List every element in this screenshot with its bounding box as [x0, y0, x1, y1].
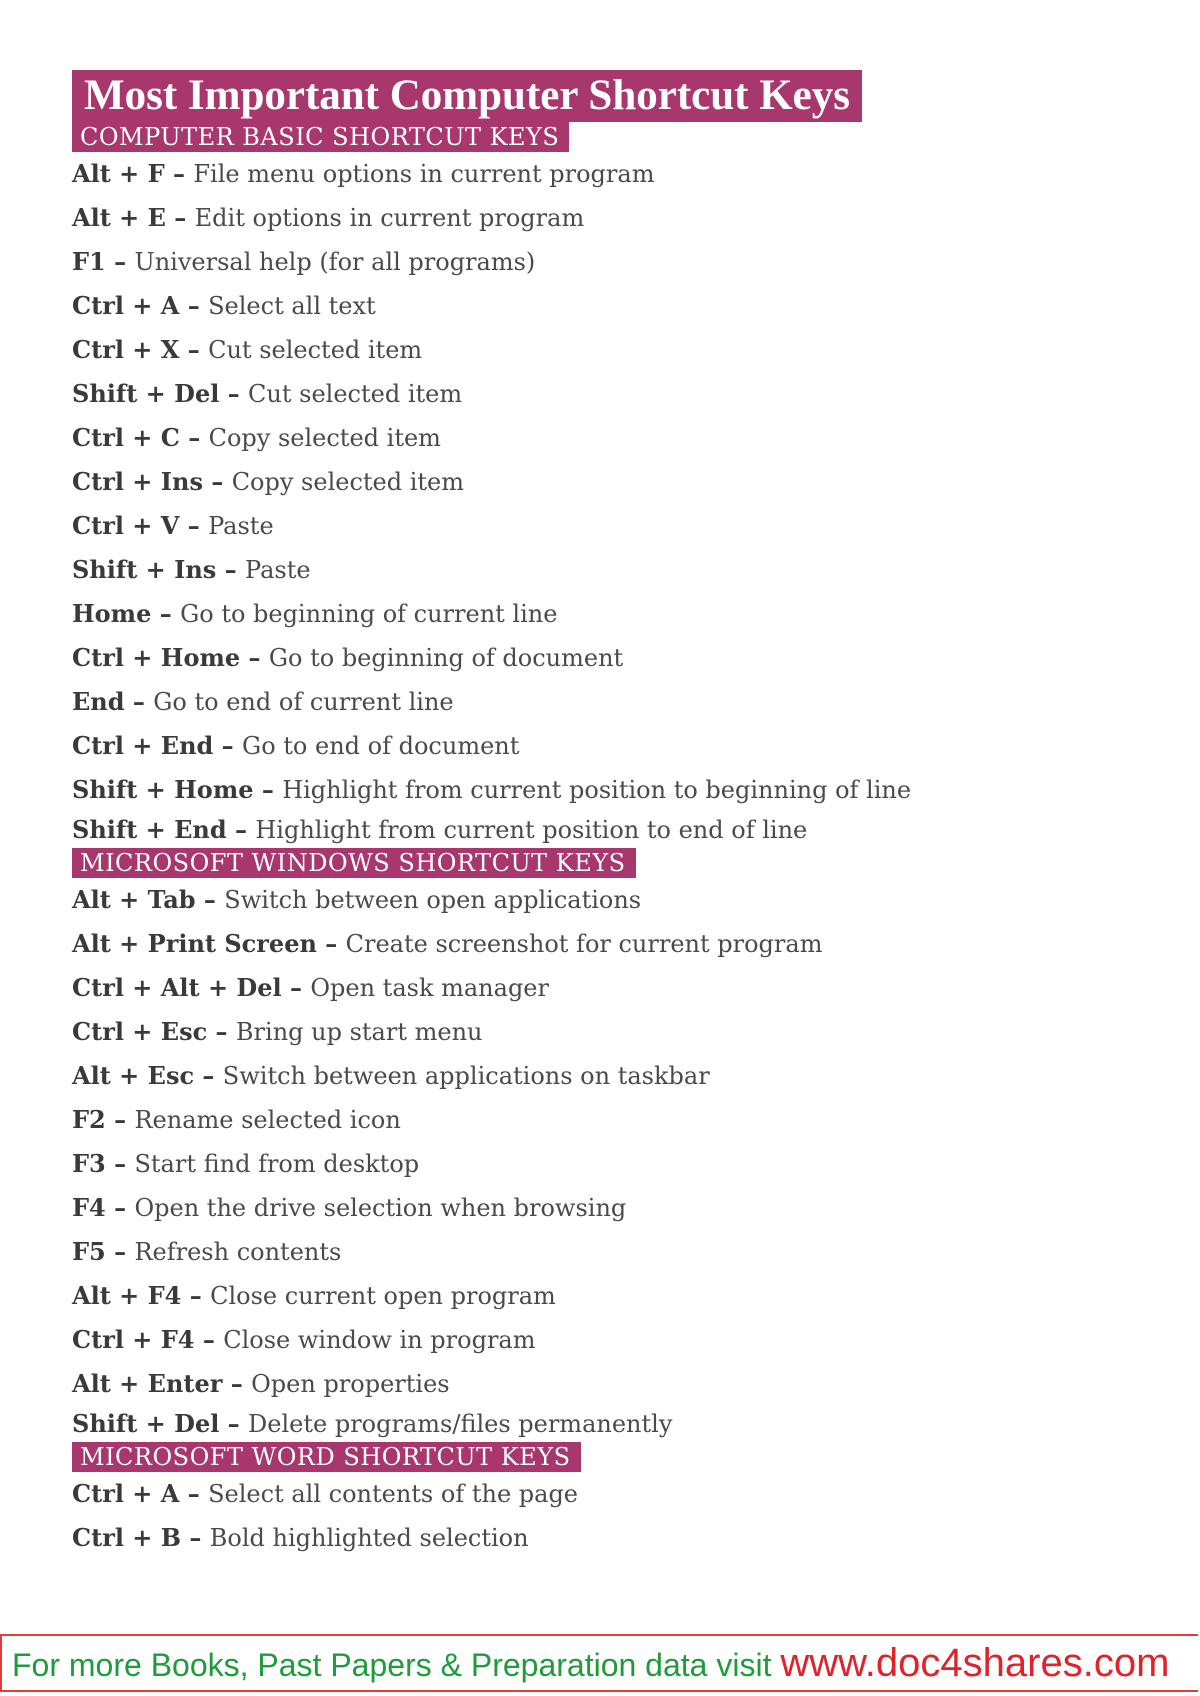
- shortcut-keys: F3: [72, 1149, 106, 1178]
- shortcut-description: Paste: [245, 556, 311, 584]
- shortcut-separator: –: [240, 643, 269, 672]
- shortcut-separator: –: [165, 203, 195, 232]
- shortcut-item: [72, 240, 1132, 284]
- shortcut-separator: –: [219, 1409, 249, 1438]
- shortcut-item: [72, 152, 1132, 196]
- shortcut-description: Start find from desktop: [134, 1150, 420, 1178]
- shortcut-keys: Shift + Del: [72, 1409, 220, 1438]
- shortcut-item: [72, 416, 1132, 460]
- section-heading: MICROSOFT WINDOWS SHORTCUT KEYS: [72, 848, 636, 878]
- shortcut-keys: Home: [72, 599, 152, 628]
- shortcut-separator: –: [179, 1479, 209, 1508]
- shortcut-separator: –: [179, 511, 209, 540]
- shortcut-separator: –: [216, 555, 246, 584]
- shortcut-item: [72, 1186, 1132, 1230]
- shortcut-keys: Ctrl + Alt + Del: [72, 973, 282, 1002]
- shortcut-description: Create screenshot for current program: [345, 930, 823, 958]
- shortcut-description: Delete programs/files permanently: [248, 1410, 673, 1438]
- shortcut-description: Edit options in current program: [194, 204, 585, 232]
- shortcut-description: Switch between open applications: [224, 886, 642, 914]
- sections-container: [72, 122, 1132, 1560]
- shortcut-separator: –: [105, 247, 135, 276]
- shortcut-description: Paste: [208, 512, 274, 540]
- shortcut-description: Copy selected item: [231, 468, 465, 496]
- shortcut-separator: –: [195, 885, 225, 914]
- section-heading: COMPUTER BASIC SHORTCUT KEYS: [72, 122, 569, 152]
- shortcut-description: Go to end of current line: [153, 688, 454, 716]
- shortcut-item: [72, 636, 1132, 680]
- shortcut-keys: Shift + Del: [72, 379, 220, 408]
- shortcut-separator: –: [219, 379, 249, 408]
- shortcut-description: Close current open program: [210, 1282, 556, 1310]
- shortcut-keys: F5: [72, 1237, 106, 1266]
- shortcut-item: [72, 1142, 1132, 1186]
- shortcut-keys: Shift + End: [72, 815, 227, 844]
- shortcut-item: [72, 724, 1132, 768]
- shortcut-list: [72, 878, 1132, 1442]
- shortcut-item: [72, 878, 1132, 922]
- shortcut-description: Select all text: [208, 292, 376, 320]
- shortcut-separator: –: [213, 731, 243, 760]
- shortcut-item: [72, 1010, 1132, 1054]
- shortcut-description: Highlight from current position to beginning of line: [282, 776, 912, 804]
- shortcut-description: Open task manager: [310, 974, 549, 1002]
- shortcut-keys: F2: [72, 1105, 106, 1134]
- shortcut-separator: –: [151, 599, 181, 628]
- shortcut-item: [72, 372, 1132, 416]
- shortcut-separator: –: [124, 687, 154, 716]
- shortcut-description: Go to end of document: [242, 732, 520, 760]
- shortcut-item: [72, 1472, 1132, 1516]
- shortcut-keys: Alt + E: [72, 203, 166, 232]
- shortcut-description: Go to beginning of current line: [180, 600, 558, 628]
- shortcut-description: Cut selected item: [248, 380, 463, 408]
- shortcut-separator: –: [164, 159, 194, 188]
- shortcut-keys: Alt + Esc: [72, 1061, 195, 1090]
- shortcut-item: [72, 1054, 1132, 1098]
- shortcut-keys: Ctrl + X: [72, 335, 180, 364]
- shortcut-item: [72, 1098, 1132, 1142]
- shortcut-keys: Ctrl + Home: [72, 643, 241, 672]
- shortcut-separator: –: [281, 973, 311, 1002]
- shortcut-separator: –: [316, 929, 346, 958]
- shortcut-description: Copy selected item: [208, 424, 441, 452]
- shortcut-item: [72, 1230, 1132, 1274]
- shortcut-item: [72, 812, 1132, 848]
- shortcut-item: [72, 966, 1132, 1010]
- shortcut-keys: Ctrl + End: [72, 731, 214, 760]
- document-body: [72, 70, 1132, 1560]
- shortcut-separator: –: [105, 1105, 135, 1134]
- shortcut-separator: –: [207, 1017, 236, 1046]
- shortcut-keys: Ctrl + Ins: [72, 467, 203, 496]
- shortcut-item: [72, 1406, 1132, 1442]
- shortcut-separator: –: [222, 1369, 252, 1398]
- shortcut-description: Refresh contents: [134, 1238, 342, 1266]
- shortcut-item: [72, 922, 1132, 966]
- shortcut-description: Highlight from current position to end of line: [255, 816, 808, 844]
- page-title: Most Important Computer Shortcut Keys: [72, 70, 862, 122]
- shortcut-keys: Ctrl + C: [72, 423, 180, 452]
- shortcut-description: Close window in program: [223, 1326, 536, 1354]
- shortcut-separator: –: [105, 1149, 135, 1178]
- footer-banner: [0, 1634, 1198, 1692]
- shortcut-list: [72, 1472, 1132, 1560]
- shortcut-description: Bring up start menu: [235, 1018, 483, 1046]
- shortcut-description: File menu options in current program: [193, 160, 655, 188]
- shortcut-keys: Ctrl + F4: [72, 1325, 195, 1354]
- shortcut-keys: Alt + Print Screen: [72, 929, 317, 958]
- shortcut-separator: –: [179, 335, 209, 364]
- shortcut-description: Cut selected item: [208, 336, 423, 364]
- shortcut-keys: Shift + Home: [72, 775, 254, 804]
- shortcut-separator: –: [105, 1193, 135, 1222]
- shortcut-item: [72, 1516, 1132, 1560]
- shortcut-description: Bold highlighted selection: [209, 1524, 529, 1552]
- shortcut-keys: F1: [72, 247, 106, 276]
- shortcut-description: Switch between applications on taskbar: [222, 1062, 710, 1090]
- shortcut-item: [72, 1318, 1132, 1362]
- shortcut-separator: –: [105, 1237, 135, 1266]
- shortcut-keys: F4: [72, 1193, 106, 1222]
- shortcut-keys: Ctrl + B: [72, 1523, 182, 1552]
- shortcut-separator: –: [202, 467, 232, 496]
- shortcut-item: [72, 1362, 1132, 1406]
- shortcut-keys: Ctrl + A: [72, 291, 180, 320]
- shortcut-keys: Ctrl + V: [72, 511, 180, 540]
- shortcut-separator: –: [179, 291, 209, 320]
- shortcut-item: [72, 592, 1132, 636]
- shortcut-description: Go to beginning of document: [268, 644, 624, 672]
- shortcut-separator: –: [181, 1523, 210, 1552]
- shortcut-keys: Ctrl + Esc: [72, 1017, 208, 1046]
- shortcut-item: [72, 328, 1132, 372]
- shortcut-keys: Shift + Ins: [72, 555, 217, 584]
- shortcut-separator: –: [226, 815, 256, 844]
- section-heading-row: [72, 122, 1132, 152]
- shortcut-separator: –: [181, 1281, 211, 1310]
- shortcut-description: Universal help (for all programs): [134, 248, 536, 276]
- shortcut-keys: Alt + Enter: [72, 1369, 223, 1398]
- shortcut-item: [72, 680, 1132, 724]
- shortcut-item: [72, 768, 1132, 812]
- footer-link[interactable]: www.doc4shares.com: [780, 1641, 1170, 1685]
- shortcut-keys: Alt + Tab: [72, 885, 196, 914]
- shortcut-keys: Alt + F: [72, 159, 165, 188]
- section-heading-row: [72, 1442, 1132, 1472]
- shortcut-description: Open properties: [251, 1370, 450, 1398]
- shortcut-description: Rename selected icon: [134, 1106, 401, 1134]
- shortcut-separator: –: [194, 1061, 223, 1090]
- shortcut-item: [72, 196, 1132, 240]
- section-heading: MICROSOFT WORD SHORTCUT KEYS: [72, 1442, 581, 1472]
- shortcut-item: [72, 284, 1132, 328]
- shortcut-separator: –: [253, 775, 283, 804]
- shortcut-item: [72, 548, 1132, 592]
- shortcut-description: Select all contents of the page: [208, 1480, 579, 1508]
- shortcut-keys: End: [72, 687, 125, 716]
- footer-text: For more Books, Past Papers & Preparation data visit: [12, 1647, 781, 1683]
- shortcut-separator: –: [179, 423, 209, 452]
- shortcut-separator: –: [194, 1325, 224, 1354]
- shortcut-description: Open the drive selection when browsing: [134, 1194, 627, 1222]
- shortcut-item: [72, 460, 1132, 504]
- title-row: [72, 70, 1132, 122]
- shortcut-keys: Ctrl + A: [72, 1479, 180, 1508]
- shortcut-keys: Alt + F4: [72, 1281, 182, 1310]
- shortcut-list: [72, 152, 1132, 848]
- section-heading-row: [72, 848, 1132, 878]
- shortcut-item: [72, 1274, 1132, 1318]
- shortcut-item: [72, 504, 1132, 548]
